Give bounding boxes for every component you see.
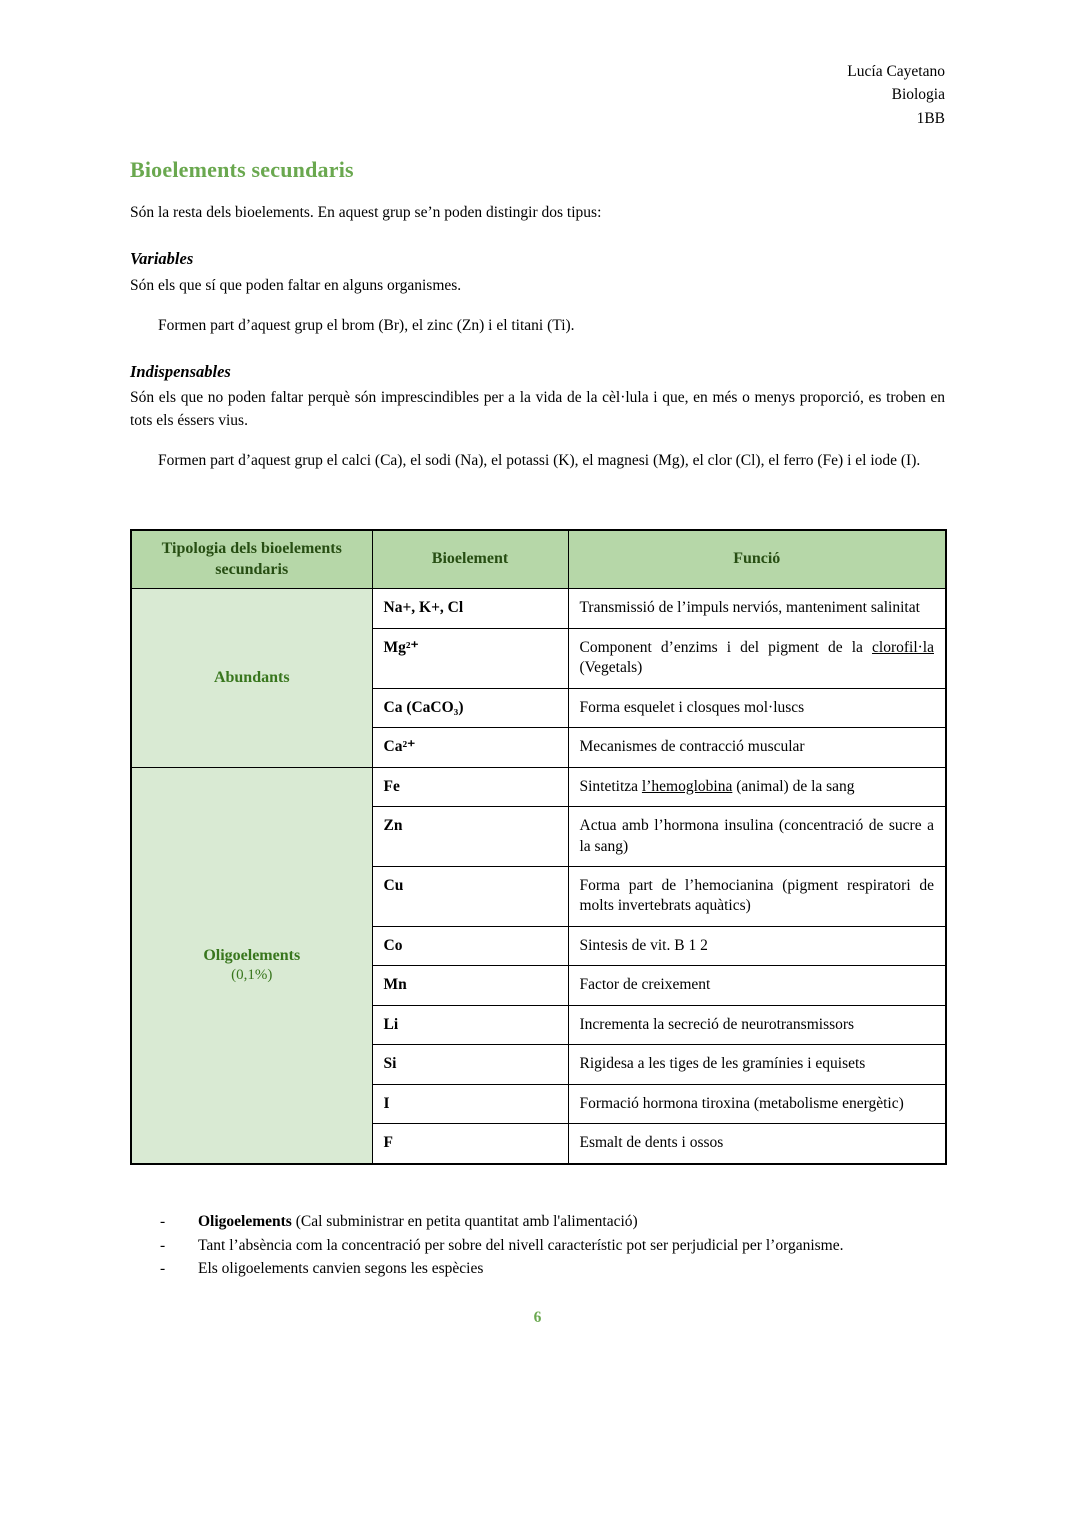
page-header-block <box>130 60 945 130</box>
table-row <box>131 767 946 806</box>
section-heading-variables: Variables <box>130 249 194 269</box>
funcio-cell <box>568 589 946 628</box>
page-title: Bioelements secundaris <box>130 156 354 182</box>
note-lead: Oligoelements <box>198 1212 296 1230</box>
list-dash-marker: - <box>160 1212 166 1230</box>
funcio-cell <box>568 767 946 806</box>
page-number: 6 <box>533 1309 542 1327</box>
element-cell: Co <box>372 926 568 965</box>
table-row <box>131 589 946 628</box>
element-cell: Mn <box>372 966 568 1005</box>
notes-list <box>130 1211 945 1282</box>
table-header-row <box>131 530 946 589</box>
list-dash-marker: - <box>160 1236 166 1254</box>
element-cell: Zn <box>372 807 568 867</box>
funcio-cell <box>568 926 946 965</box>
variables-body: Són els que sí que poden faltar en alguns organismes. <box>130 276 462 294</box>
note-text <box>198 1258 945 1281</box>
funcio-text: Component d’enzims i del pigment de la <box>579 638 873 656</box>
group-label: Abundants <box>213 669 290 687</box>
funcio-cell <box>568 628 946 688</box>
element-cell: Li <box>372 1005 568 1044</box>
indispensables-note: Formen part d’aquest grup el calci (Ca), el sodi (Na), el potassi (K), el magnesi (Mg), el clor (Cl), el ferro (Fe) i el iode (I). <box>158 451 921 469</box>
funcio-text: Forma part de l’hemocianina (pigment respiratori de molts invertebrats aquàtics) <box>579 876 934 915</box>
funcio-text: Forma esquelet i closques mol·luscs <box>579 698 805 716</box>
element-cell: Si <box>372 1045 568 1084</box>
funcio-text: Transmissió de l’impuls nerviós, manteniment salinitat <box>579 599 920 617</box>
note-body: (Cal subministrar en petita quantitat amb l'alimentació) <box>295 1212 638 1230</box>
funcio-cell <box>568 1124 946 1164</box>
element-cell: I <box>372 1084 568 1123</box>
list-item <box>160 1235 945 1258</box>
funcio-text: Sintetitza <box>579 777 642 795</box>
funcio-underline: clorofil·la <box>872 638 934 656</box>
element-cell: F <box>372 1124 568 1164</box>
list-item <box>160 1211 945 1234</box>
element-cell: Ca²⁺ <box>372 728 568 767</box>
note-text <box>198 1235 945 1258</box>
funcio-text: Sintesis de vit. B 1 2 <box>579 936 708 954</box>
funcio-cell <box>568 966 946 1005</box>
variables-note: Formen part d’aquest grup el brom (Br), el zinc (Zn) i el titani (Ti). <box>158 316 575 334</box>
funcio-cell <box>568 1045 946 1084</box>
group-label: Oligoelements <box>203 946 301 964</box>
group-cell-oligoelements <box>131 767 372 1163</box>
funcio-text: Actua amb l’hormona insulina (concentració de sucre a la sang) <box>579 817 934 855</box>
indispensables-body: Són els que no poden faltar perquè són imprescindibles per a la vida de la cèl·lula i que, en més o menys proporció, es troben en tots els éssers vius. <box>130 388 945 429</box>
funcio-cell <box>568 807 946 867</box>
section-heading-indispensables: Indispensables <box>130 361 231 381</box>
funcio-cell <box>568 688 946 727</box>
list-item <box>160 1258 945 1281</box>
element-cell: Na+, K+, Cl <box>372 589 568 628</box>
funcio-text: Rigidesa a les tiges de les gramínies i equisets <box>579 1055 866 1073</box>
element-cell: Fe <box>372 767 568 806</box>
note-body: Tant l’absència com la concentració per sobre del nivell característic pot ser perjudicial per l’organisme. <box>198 1236 844 1254</box>
funcio-cell <box>568 728 946 767</box>
funcio-text: Mecanismes de contracció muscular <box>579 738 805 756</box>
element-cell: Ca (CaCO₃) <box>372 688 568 727</box>
funcio-text: Formació hormona tiroxina (metabolisme energètic) <box>579 1094 904 1112</box>
funcio-text: Factor de creixement <box>579 976 711 994</box>
header-tipologia: Tipologia dels bioelements secundaris <box>131 530 372 589</box>
author-name: Lucía Cayetano <box>847 63 945 80</box>
funcio-cell <box>568 1005 946 1044</box>
note-text <box>198 1211 945 1234</box>
header-funcio: Funció <box>568 530 946 589</box>
funcio-text: (animal) de la sang <box>732 777 855 795</box>
element-cell: Mg²⁺ <box>372 628 568 688</box>
funcio-text: Incrementa la secreció de neurotransmissors <box>579 1015 855 1033</box>
funcio-cell <box>568 1084 946 1123</box>
funcio-text: (Vegetals) <box>579 659 643 677</box>
course-name: Biologia <box>891 86 945 104</box>
funcio-underline: l’hemoglobina <box>641 777 733 795</box>
group-sublabel: (0,1%) <box>231 966 273 983</box>
bioelements-table <box>130 529 947 1165</box>
funcio-cell <box>568 866 946 926</box>
funcio-text: Esmalt de dents i ossos <box>579 1134 724 1152</box>
element-cell: Cu <box>372 866 568 926</box>
list-dash-marker: - <box>160 1260 166 1278</box>
note-body: Els oligoelements canvien segons les espècies <box>198 1260 484 1278</box>
intro-paragraph: Són la resta dels bioelements. En aquest grup se’n poden distingir dos tipus: <box>130 204 602 222</box>
header-bioelement: Bioelement <box>372 530 568 589</box>
class-group: 1BB <box>916 109 945 127</box>
group-cell-abundants <box>131 589 372 767</box>
